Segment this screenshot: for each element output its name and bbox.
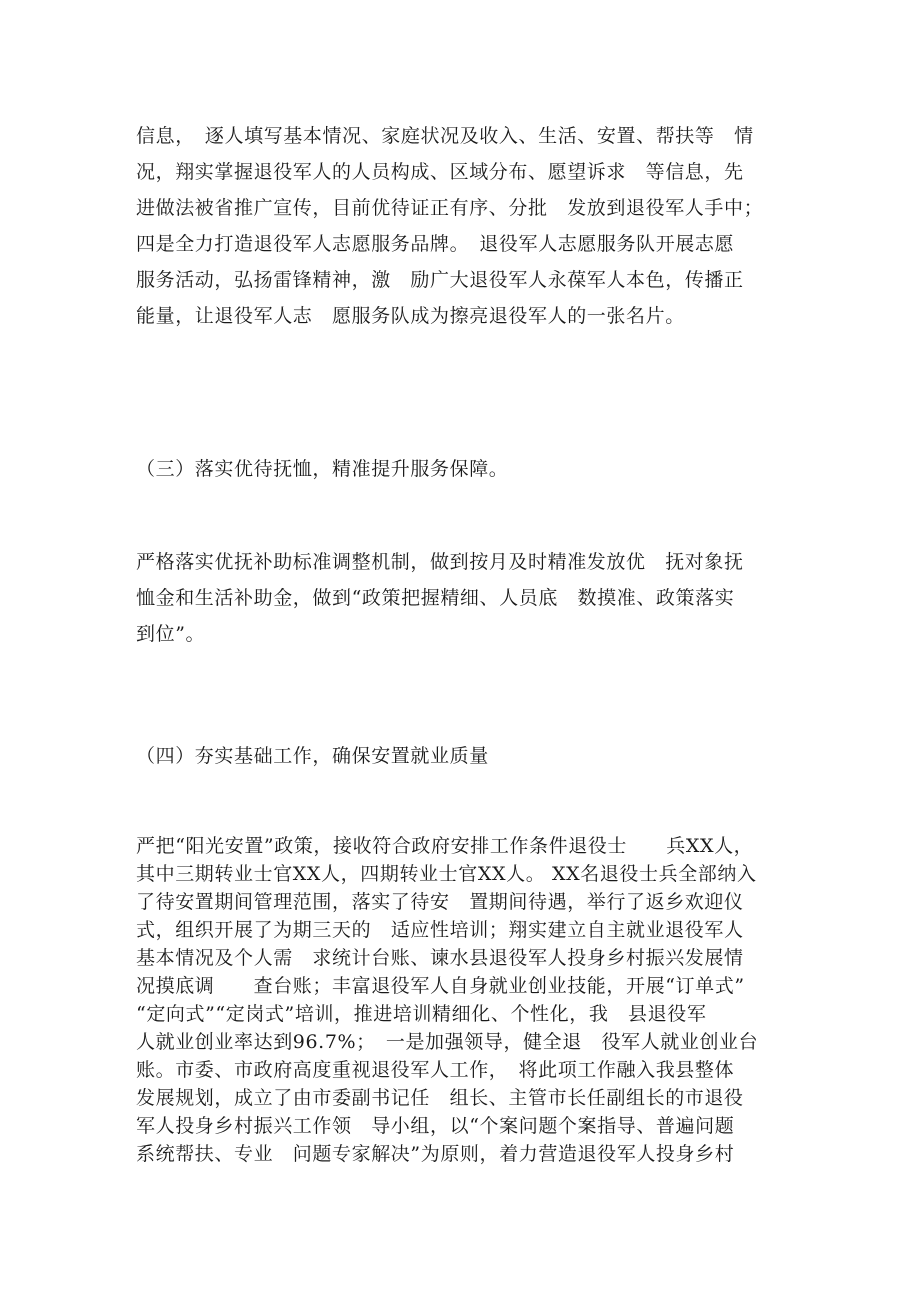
text-line: 能量，让退役军人志 愿服务队成为擦亮退役军人的一张名片。 <box>136 305 685 327</box>
text-line: 其中三期转业士官XX人，四期转业士官XX人。 XX名退役士兵全部纳入 <box>136 863 757 885</box>
paragraph-employment <box>136 832 796 1168</box>
text-line: 式，组织开展了为期三天的 适应性培训；翔实建立自主就业退役军人 <box>136 919 744 941</box>
text-line: 进做法被省推广宣传，目前优待证正有序、分批 发放到退役军人手中； <box>136 197 764 219</box>
text-line: 军人投身乡村振兴工作领 导小组，以“个案问题个案指导、普遍问题 <box>136 1115 735 1137</box>
text-line: 四是全力打造退役军人志愿服务品牌。 退役军人志愿服务队开展志愿 <box>136 233 735 255</box>
paragraph-pension <box>136 544 796 652</box>
text-line: 严格落实优抚补助标准调整机制，做到按月及时精准发放优 抚对象抚 <box>136 551 744 573</box>
section-heading-4: （四）夯实基础工作，确保安置就业质量 <box>136 745 489 767</box>
text-line: 了待安置期间管理范围，落实了待安 置期间待遇，举行了返乡欢迎仪 <box>136 891 744 913</box>
text-line: “定向式”“定岗式”培训，推进培训精细化、个性化，我 县退役军 <box>136 1003 707 1025</box>
text-line: 恤金和生活补助金，做到“政策把握精细、人员底 数摸准、政策落实 <box>136 587 735 609</box>
text-line: 发展规划，成立了由市委副书记任 组长、主管市长任副组长的市退役 <box>136 1087 744 1109</box>
text-line: 账。市委、市政府高度重视退役军人工作， 将此项工作融入我县整体 <box>136 1059 735 1081</box>
text-line: 到位”。 <box>136 623 206 645</box>
text-line: 基本情况及个人需 求统计台账、谏水县退役军人投身乡村振兴发展情 <box>136 947 744 969</box>
text-line: 系统帮扶、专业 问题专家解决”为原则，着力营造退役军人投身乡村 <box>136 1143 735 1165</box>
paragraph-veteran-info <box>136 118 796 334</box>
text-line: 况，翔实掌握退役军人的人员构成、区域分布、愿望诉求 等信息，先 <box>136 161 744 183</box>
section-heading-3: （三）落实优待抚恤，精准提升服务保障。 <box>136 458 509 480</box>
text-line: 信息， 逐人填写基本情况、家庭状况及收入、生活、安置、帮扶等 情 <box>136 125 754 147</box>
text-line: 服务活动，弘扬雷锋精神，激 励广大退役军人永葆军人本色，传播正 <box>136 269 744 291</box>
text-line: 严把“阳光安置”政策，接收符合政府安排工作条件退役士 兵XX人， <box>136 835 754 857</box>
text-line: 况摸底调 查台账；丰富退役军人自身就业创业技能，开展“订单式” <box>136 975 745 997</box>
text-line: 人就业创业率达到96.7%； 一是加强领导，健全退 役军人就业创业台 <box>136 1031 759 1053</box>
